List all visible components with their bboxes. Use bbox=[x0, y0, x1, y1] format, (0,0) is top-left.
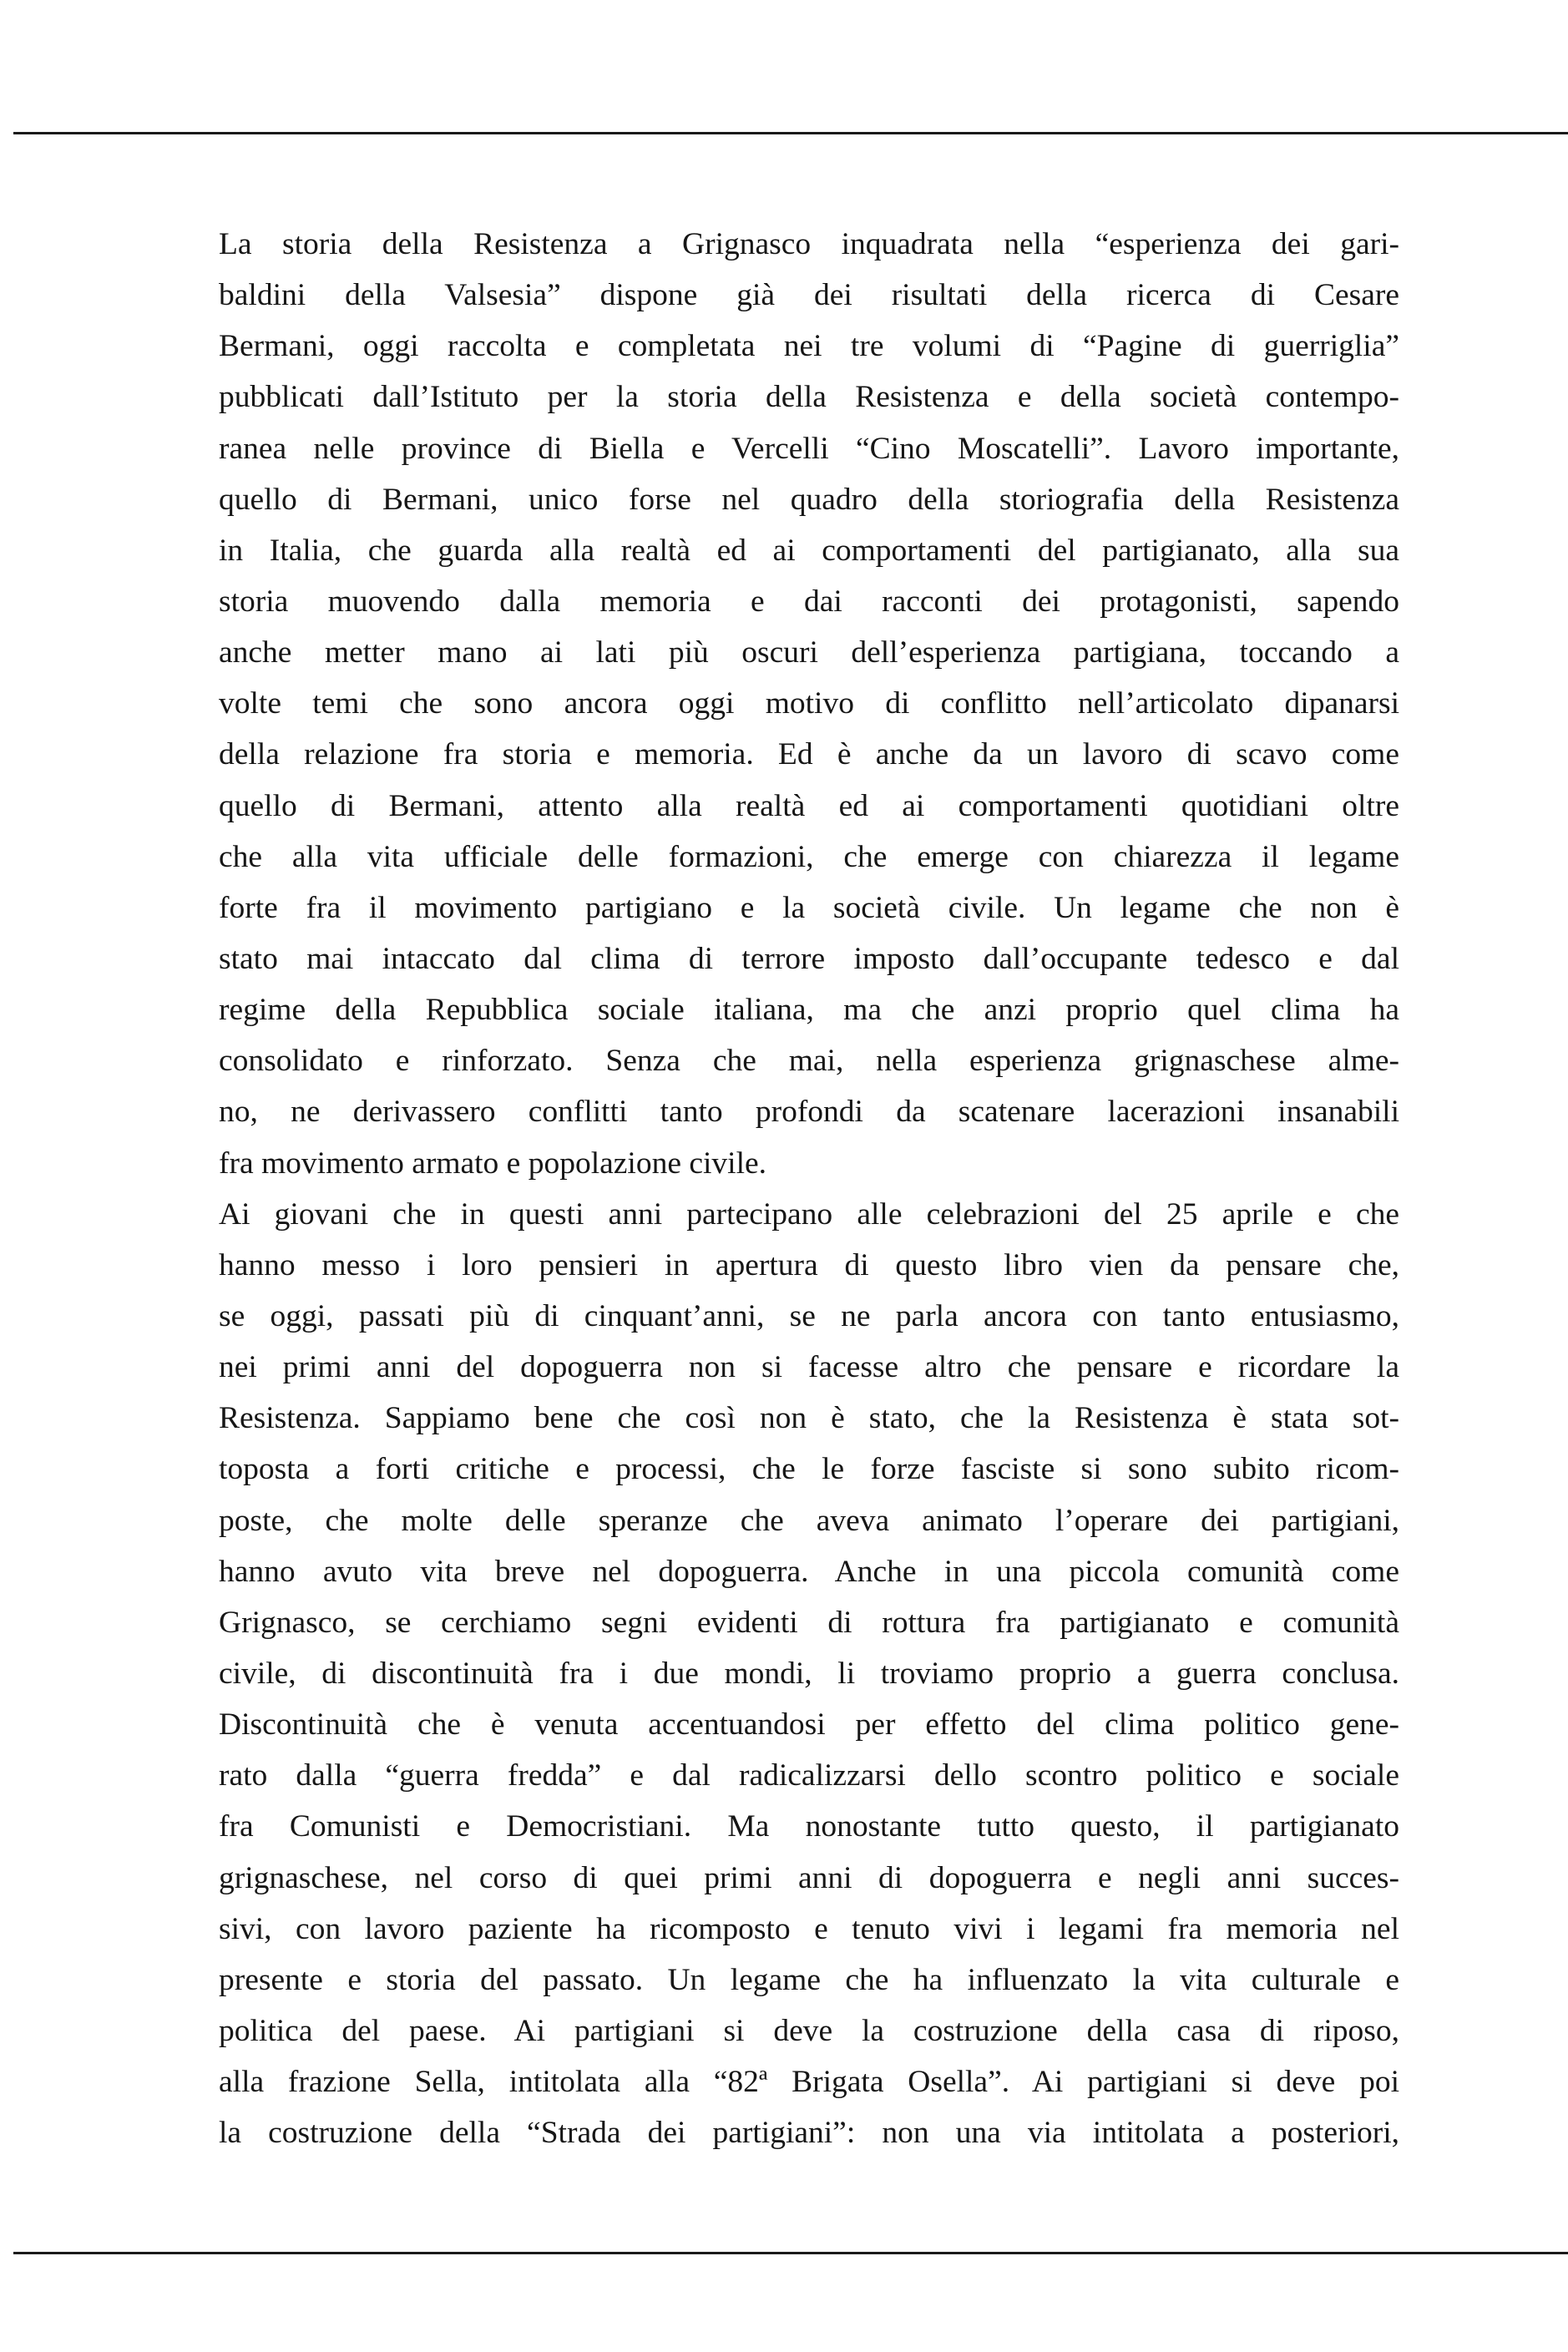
text-line: Grignasco, se cerchiamo segni evidenti di rottura fra partigianato e comunità bbox=[219, 1605, 1399, 1640]
text-line: in Italia, che guarda alla realtà ed ai comportamenti del partigianato, alla sua bbox=[219, 533, 1399, 568]
text-line: politica del paese. Ai partigiani si deve la costruzione della casa di riposo, bbox=[219, 2013, 1399, 2048]
text-line: Bermani, oggi raccolta e completata nei tre volumi di “Pagine di guerriglia” bbox=[219, 329, 1399, 364]
text-line: poste, che molte delle speranze che aveva animato l’operare dei partigiani, bbox=[219, 1503, 1399, 1538]
text-line: fra movimento armato e popolazione civile. bbox=[219, 1146, 767, 1181]
text-line: rato dalla “guerra fredda” e dal radicalizzarsi dello scontro politico e sociale bbox=[219, 1758, 1399, 1793]
text-line: sivi, con lavoro paziente ha ricomposto e tenuto vivi i legami fra memoria nel bbox=[219, 1911, 1399, 1946]
text-line: nei primi anni del dopoguerra non si facesse altro che pensare e ricordare la bbox=[219, 1350, 1399, 1385]
bottom-rule bbox=[13, 2252, 1568, 2254]
text-line: storia muovendo dalla memoria e dai racconti dei protagonisti, sapendo bbox=[219, 584, 1399, 619]
text-line: hanno avuto vita breve nel dopoguerra. Anche in una piccola comunità come bbox=[219, 1554, 1399, 1589]
top-rule bbox=[13, 132, 1568, 134]
text-line: regime della Repubblica sociale italiana, ma che anzi proprio quel clima ha bbox=[219, 993, 1399, 1028]
text-line: della relazione fra storia e memoria. Ed è anche da un lavoro di scavo come bbox=[219, 737, 1399, 772]
text-line: quello di Bermani, attento alla realtà ed ai comportamenti quotidiani oltre bbox=[219, 788, 1399, 823]
text-line: Resistenza. Sappiamo bene che così non è stato, che la Resistenza è stata sot- bbox=[219, 1401, 1399, 1436]
text-line: fra Comunisti e Democristiani. Ma nonostante tutto questo, il partigianato bbox=[219, 1809, 1399, 1844]
text-line: toposta a forti critiche e processi, che le forze fasciste si sono subito ricom- bbox=[219, 1452, 1399, 1487]
text-line: ranea nelle province di Biella e Vercelli “Cino Moscatelli”. Lavoro importante, bbox=[219, 431, 1399, 466]
text-line: quello di Bermani, unico forse nel quadro della storiografia della Resistenza bbox=[219, 482, 1399, 517]
text-line: Ai giovani che in questi anni partecipano alle celebrazioni del 25 aprile e che bbox=[219, 1196, 1399, 1232]
text-line: la costruzione della “Strada dei partigiani”: non una via intitolata a posteriori, bbox=[219, 2116, 1399, 2151]
text-line: volte temi che sono ancora oggi motivo di conflitto nell’articolato dipanarsi bbox=[219, 686, 1399, 721]
body-text bbox=[219, 219, 1399, 2158]
text-line: presente e storia del passato. Un legame che ha influenzato la vita culturale e bbox=[219, 1962, 1399, 1997]
text-line: forte fra il movimento partigiano e la società civile. Un legame che non è bbox=[219, 890, 1399, 925]
text-line: se oggi, passati più di cinquant’anni, se ne parla ancora con tanto entusiasmo, bbox=[219, 1298, 1399, 1333]
text-line: Discontinuità che è venuta accentuandosi per effetto del clima politico gene- bbox=[219, 1707, 1399, 1743]
text-line: hanno messo i loro pensieri in apertura di questo libro vien da pensare che, bbox=[219, 1247, 1399, 1282]
text-line: anche metter mano ai lati più oscuri dell’esperienza partigiana, toccando a bbox=[219, 635, 1399, 670]
text-line: che alla vita ufficiale delle formazioni, che emerge con chiarezza il legame bbox=[219, 839, 1399, 874]
text-line: alla frazione Sella, intitolata alla “82ª Brigata Osella”. Ai partigiani si deve poi bbox=[219, 2065, 1399, 2100]
text-line: baldini della Valsesia” dispone già dei risultati della ricerca di Cesare bbox=[219, 278, 1399, 313]
text-line: civile, di discontinuità fra i due mondi, li troviamo proprio a guerra conclusa. bbox=[219, 1656, 1399, 1691]
text-line: no, ne derivassero conflitti tanto profondi da scatenare lacerazioni insanabili bbox=[219, 1095, 1399, 1130]
text-line: La storia della Resistenza a Grignasco inquadrata nella “esperienza dei gari- bbox=[219, 227, 1399, 261]
text-line: grignaschese, nel corso di quei primi anni di dopoguerra e negli anni succes- bbox=[219, 1860, 1399, 1895]
text-line: stato mai intaccato dal clima di terrore imposto dall’occupante tedesco e dal bbox=[219, 941, 1399, 976]
text-line: pubblicati dall’Istituto per la storia della Resistenza e della società contempo- bbox=[219, 380, 1399, 415]
text-line: consolidato e rinforzato. Senza che mai, nella esperienza grignaschese alme- bbox=[219, 1044, 1399, 1079]
